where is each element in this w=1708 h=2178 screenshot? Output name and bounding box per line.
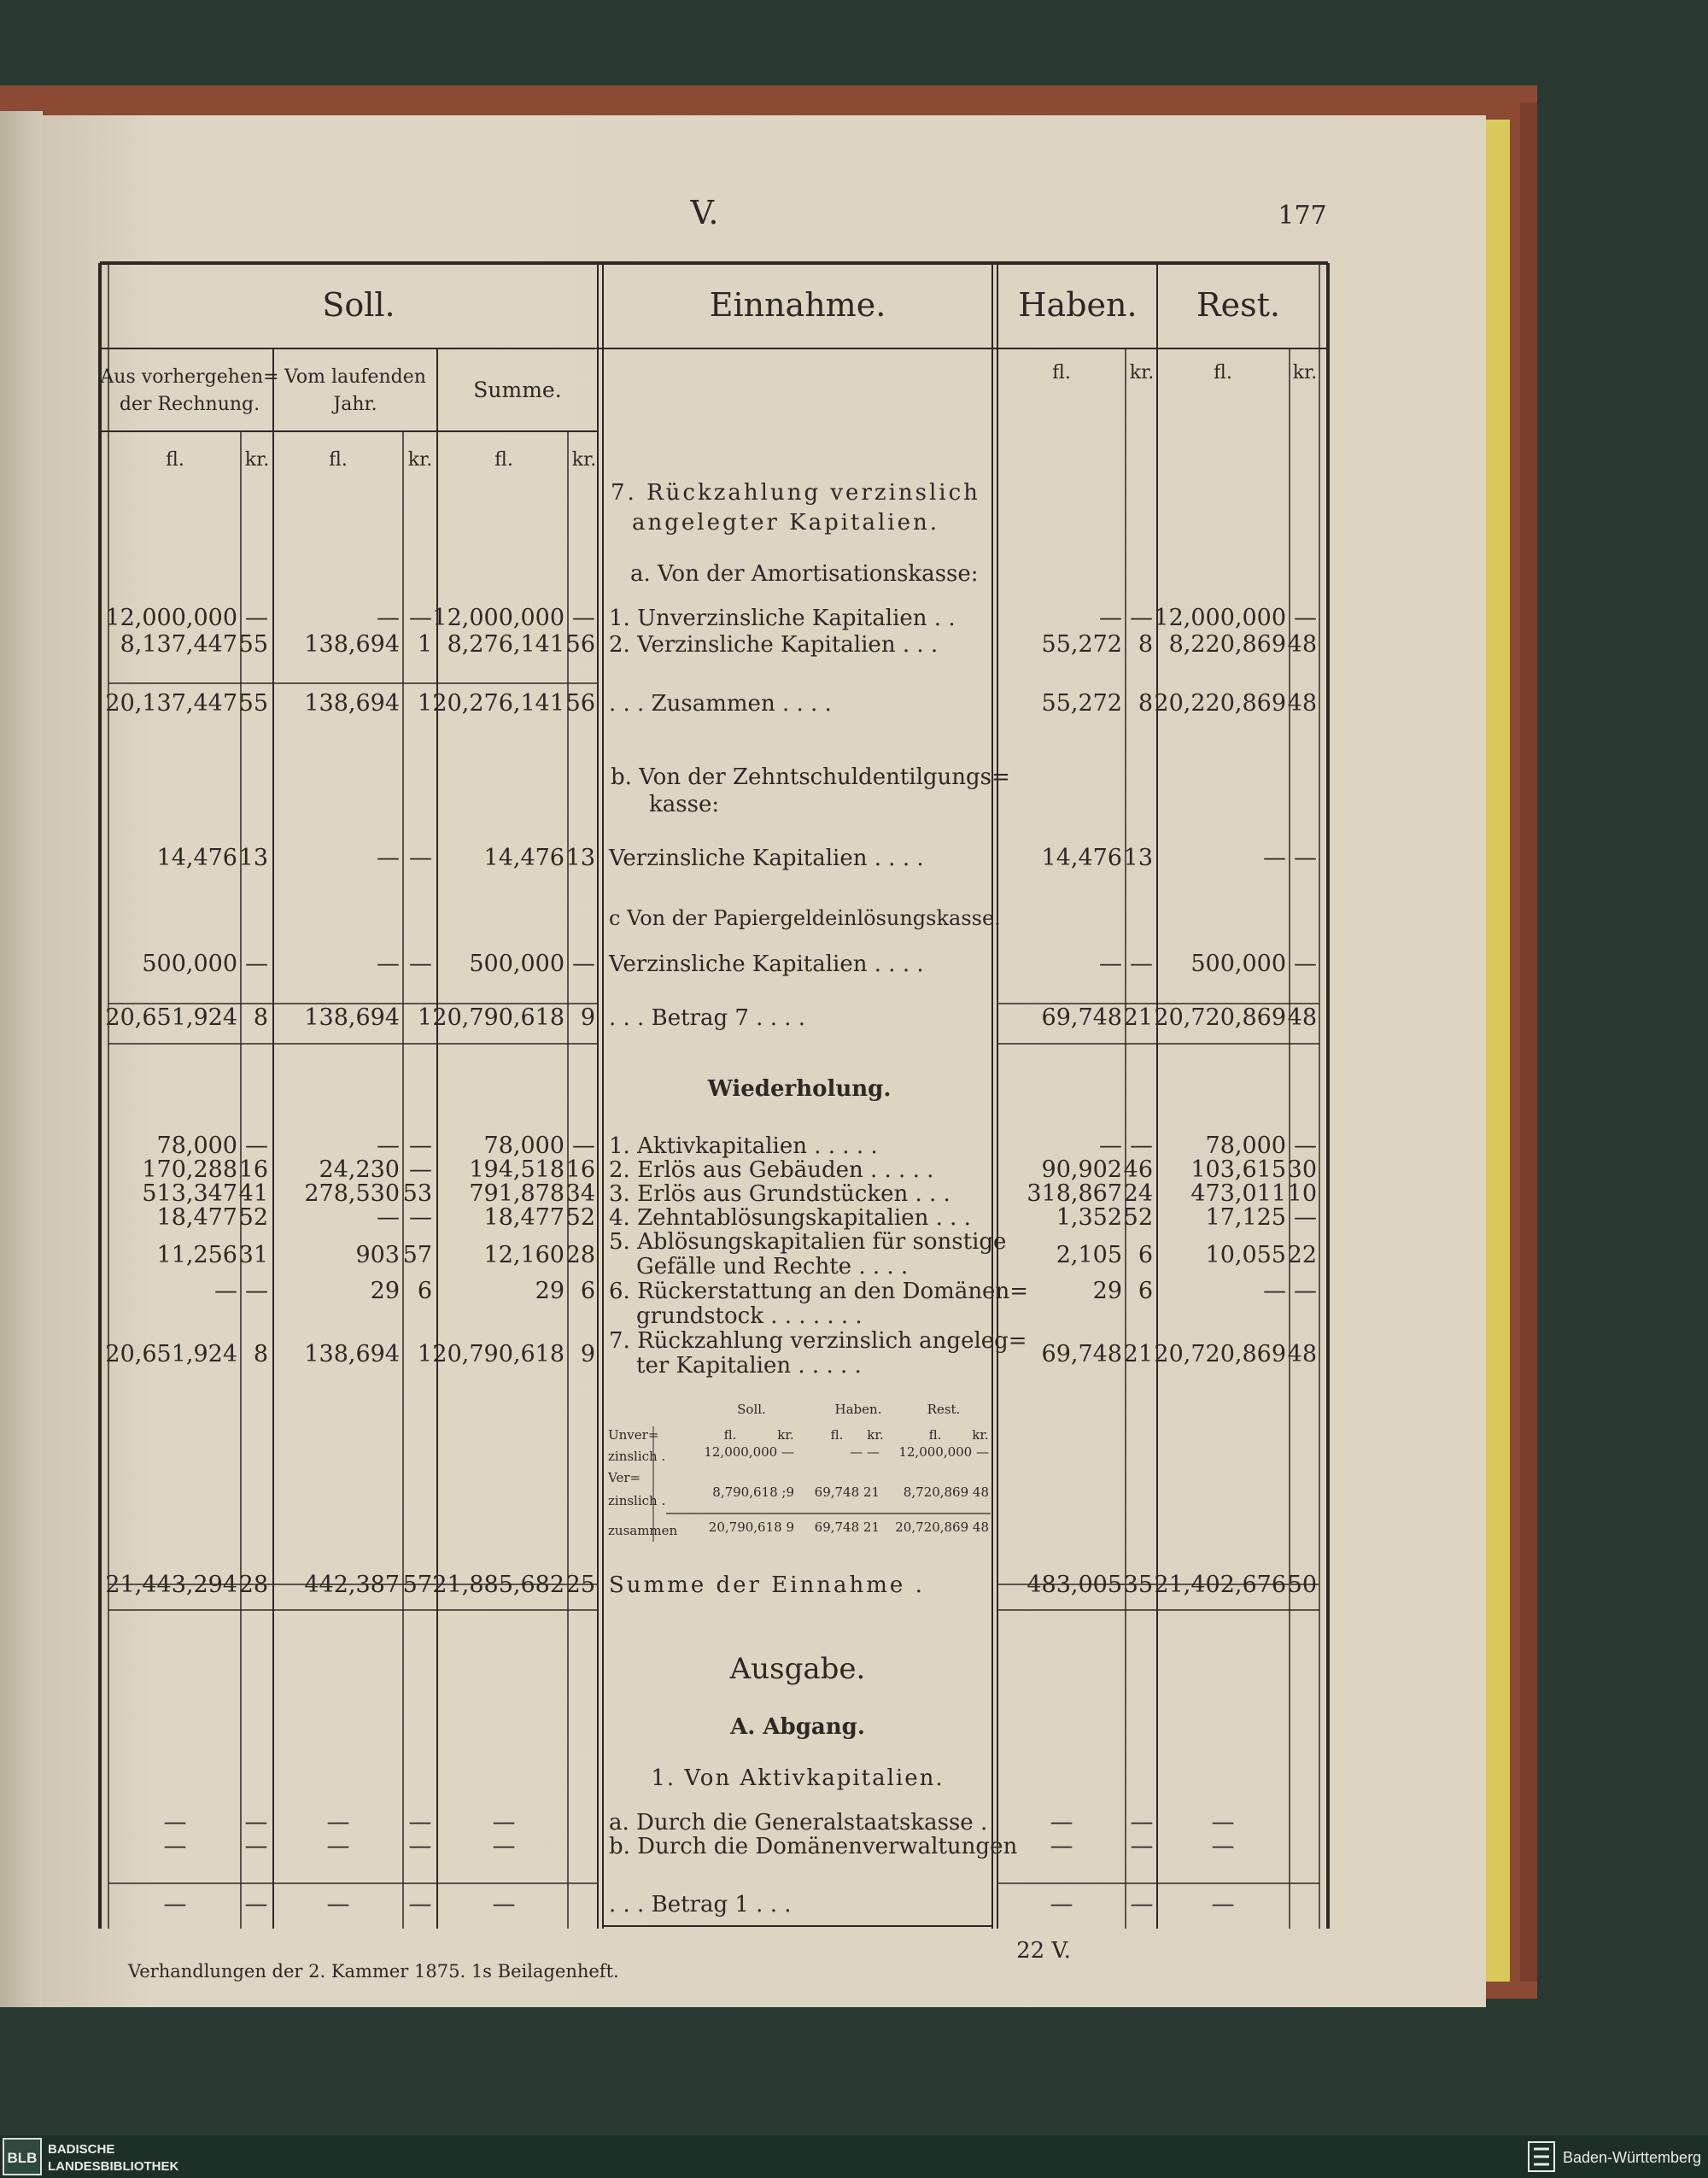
cell-prev-fl: 14,476 bbox=[156, 845, 237, 871]
cell-prev-fl: 12,000,000 bbox=[105, 605, 237, 631]
cell-haben-fl: 14,476 bbox=[1041, 845, 1122, 871]
wiederholung-heading: Wiederholung. bbox=[707, 1076, 892, 1102]
cell-haben-fl: 90,902 bbox=[1041, 1156, 1122, 1183]
cell-sum-fl: 78,000 bbox=[483, 1133, 564, 1159]
col-current-line1: Vom laufenden bbox=[284, 366, 426, 388]
cell-haben-fl: 55,272 bbox=[1041, 631, 1122, 658]
cell-haben-kr: 21 bbox=[1123, 1004, 1153, 1031]
row-label: 3. Erlös aus Grundstücken . . . bbox=[609, 1181, 951, 1207]
mini-r1-rest: 12,000,000 — bbox=[898, 1444, 989, 1460]
mini-head-fl: fl. bbox=[723, 1427, 737, 1443]
cell-haben-fl: 483,005 bbox=[1027, 1572, 1122, 1598]
cell-rest-kr: 48 bbox=[1287, 1004, 1317, 1031]
blb-logo: BLB bbox=[7, 2150, 38, 2166]
unit-kr: kr. bbox=[407, 449, 433, 471]
cell-sum-fl: 791,878 bbox=[469, 1180, 564, 1207]
mini-head-rest: Rest. bbox=[927, 1402, 961, 1417]
unit-kr: kr. bbox=[1292, 362, 1318, 383]
cell-sum-fl: 8,276,141 bbox=[447, 631, 564, 658]
cell-cur-fl: — bbox=[377, 1204, 400, 1231]
row-label: 6. Rückerstattung an den Domänen= bbox=[609, 1279, 1028, 1304]
cell-haben-kr: 6 bbox=[1138, 1242, 1153, 1268]
cell-prev-kr: 41 bbox=[238, 1180, 268, 1207]
dash-cell: — bbox=[326, 1891, 350, 1917]
cell-haben-fl: 2,105 bbox=[1056, 1242, 1122, 1268]
row-label: Verzinsliche Kapitalien . . . . bbox=[609, 846, 924, 871]
cell-prev-kr: 55 bbox=[238, 631, 268, 658]
dash-cell: — bbox=[492, 1891, 516, 1917]
cell-haben-kr: 24 bbox=[1123, 1180, 1153, 1207]
cell-rest-kr: — bbox=[1294, 605, 1317, 631]
cell-prev-fl: 513,347 bbox=[142, 1180, 237, 1207]
cell-rest-fl: 103,615 bbox=[1190, 1156, 1286, 1183]
cell-sum-kr: — bbox=[572, 951, 595, 977]
footer-right: 22 V. bbox=[1016, 1938, 1071, 1964]
cell-prev-kr: 52 bbox=[238, 1204, 268, 1231]
dash-cell: — bbox=[326, 1833, 350, 1859]
mini-head-soll: Soll. bbox=[737, 1402, 766, 1417]
header-einnahme: Einnahme. bbox=[709, 286, 886, 324]
cell-haben-fl: 318,867 bbox=[1027, 1180, 1122, 1207]
dash-cell: — bbox=[1050, 1833, 1073, 1859]
row-label-cont: Gefälle und Rechte . . . . bbox=[636, 1254, 909, 1279]
cell-haben-fl: 1,352 bbox=[1056, 1204, 1122, 1231]
cell-cur-kr: — bbox=[409, 1133, 432, 1159]
cell-cur-kr: — bbox=[409, 605, 432, 631]
cell-sum-fl: 500,000 bbox=[469, 951, 564, 977]
cell-prev-kr: 13 bbox=[238, 845, 268, 871]
cell-cur-kr: 53 bbox=[402, 1180, 432, 1207]
dash-cell: — bbox=[1211, 1891, 1235, 1917]
bottom-bar bbox=[0, 2135, 1708, 2178]
cell-prev-fl: 18,477 bbox=[156, 1204, 237, 1231]
unit-fl: fl. bbox=[166, 449, 184, 471]
mini-r2-l1: Ver= bbox=[608, 1470, 641, 1485]
left-page bbox=[0, 111, 43, 2007]
ausgabe-row-label: a. Durch die Generalstaatskasse . bbox=[609, 1810, 988, 1835]
cell-prev-kr: — bbox=[245, 1133, 268, 1159]
dash-cell: — bbox=[1130, 1809, 1154, 1835]
cell-haben-kr: 6 bbox=[1138, 1278, 1153, 1304]
s7-title-1: 7. Rückzahlung verzinslich bbox=[611, 480, 980, 506]
cell-rest-fl: 10,055 bbox=[1205, 1242, 1286, 1268]
col-prev-line2: der Rechnung. bbox=[119, 394, 260, 415]
dash-cell: — bbox=[1211, 1809, 1235, 1835]
mini-r2-l2: zinslich . bbox=[608, 1493, 666, 1508]
cell-cur-fl: 138,694 bbox=[304, 1004, 400, 1031]
row-label: 4. Zehntablösungskapitalien . . . bbox=[609, 1205, 971, 1231]
col-current-line2: Jahr. bbox=[333, 394, 377, 415]
row-label: Summe der Einnahme . bbox=[609, 1572, 925, 1598]
row-label: 5. Ablösungskapitalien für sonstige bbox=[609, 1229, 1007, 1255]
cell-cur-fl: 24,230 bbox=[319, 1156, 400, 1183]
library-name-2: LANDESBIBLIOTHEK bbox=[48, 2159, 179, 2174]
cell-cur-fl: — bbox=[377, 951, 400, 977]
cell-haben-fl: 69,748 bbox=[1041, 1341, 1122, 1367]
cell-sum-fl: 12,160 bbox=[483, 1242, 564, 1268]
cell-rest-kr: 50 bbox=[1287, 1572, 1317, 1598]
mini-r1-haben: — — bbox=[850, 1444, 880, 1460]
cell-haben-kr: — bbox=[1130, 951, 1153, 977]
cell-sum-fl: 20,276,141 bbox=[432, 690, 564, 717]
section-label: V. bbox=[690, 194, 719, 231]
cell-prev-kr: 28 bbox=[238, 1572, 268, 1598]
s7b-heading-1: b. Von der Zehntschuldentilgungs= bbox=[611, 764, 1010, 790]
header-haben: Haben. bbox=[1018, 286, 1138, 324]
cell-rest-fl: 17,125 bbox=[1205, 1204, 1286, 1231]
cell-sum-kr: — bbox=[572, 605, 595, 631]
cell-prev-kr: 8 bbox=[253, 1004, 268, 1031]
cell-prev-fl: 500,000 bbox=[142, 951, 237, 977]
cell-cur-kr: — bbox=[409, 845, 432, 871]
row-label-cont: grundstock . . . . . . . bbox=[636, 1303, 863, 1329]
mini-head-fl: fl. bbox=[830, 1427, 844, 1443]
unit-fl: fl. bbox=[494, 449, 513, 471]
cell-sum-fl: 12,000,000 bbox=[432, 605, 564, 631]
gilt-edge bbox=[1486, 120, 1510, 1982]
row-label-cont: ter Kapitalien . . . . . bbox=[636, 1353, 862, 1379]
cell-rest-fl: — bbox=[1263, 1278, 1286, 1304]
header-soll: Soll. bbox=[322, 286, 395, 324]
mini-r1-l1: Unver= bbox=[608, 1427, 659, 1443]
cell-rest-fl: 20,720,869 bbox=[1154, 1004, 1286, 1031]
cell-haben-fl: — bbox=[1099, 1133, 1122, 1159]
row-label: 1. Unverzinsliche Kapitalien . . bbox=[609, 606, 956, 631]
cell-rest-kr: — bbox=[1294, 845, 1317, 871]
cell-cur-fl: 29 bbox=[370, 1278, 400, 1304]
cell-cur-fl: 278,530 bbox=[304, 1180, 400, 1207]
cell-rest-kr: 22 bbox=[1287, 1242, 1317, 1268]
unit-kr: kr. bbox=[244, 449, 270, 471]
page-number: 177 bbox=[1278, 201, 1327, 231]
cell-cur-fl: — bbox=[377, 845, 400, 871]
row-label: 7. Rückzahlung verzinslich angeleg= bbox=[609, 1328, 1027, 1354]
dash-cell: — bbox=[408, 1891, 432, 1917]
cell-prev-fl: — bbox=[214, 1278, 237, 1304]
state-name: Baden-Württemberg bbox=[1563, 2149, 1702, 2166]
cell-prev-fl: 21,443,294 bbox=[105, 1572, 237, 1598]
mini-head-fl: fl. bbox=[928, 1427, 942, 1443]
dash-cell: — bbox=[163, 1891, 187, 1917]
dash-cell: — bbox=[1211, 1833, 1235, 1859]
cell-sum-fl: 18,477 bbox=[483, 1204, 564, 1231]
cell-prev-kr: 55 bbox=[238, 690, 268, 717]
cell-haben-fl: — bbox=[1099, 605, 1122, 631]
mini-r1-soll: 12,000,000 — bbox=[704, 1444, 794, 1460]
mini-r2-haben: 69,748 21 bbox=[814, 1484, 880, 1500]
cell-rest-kr: — bbox=[1294, 951, 1317, 977]
cell-sum-kr: 34 bbox=[565, 1180, 595, 1207]
mini-head-kr: kr. bbox=[867, 1427, 884, 1443]
ausgabe-row-label: b. Durch die Domänenverwaltungen bbox=[609, 1834, 1018, 1859]
dash-cell: — bbox=[408, 1833, 432, 1859]
dash-cell: — bbox=[163, 1809, 187, 1835]
row-label: 1. Aktivkapitalien . . . . . bbox=[609, 1133, 878, 1159]
footer-left: Verhandlungen der 2. Kammer 1875. 1s Beilagenheft. bbox=[128, 1961, 619, 1982]
cell-sum-kr: 56 bbox=[565, 690, 595, 717]
cell-haben-kr: 35 bbox=[1123, 1572, 1153, 1598]
cell-prev-fl: 11,256 bbox=[156, 1242, 237, 1268]
cell-prev-kr: — bbox=[245, 951, 268, 977]
dash-cell: — bbox=[244, 1809, 268, 1835]
dash-cell: — bbox=[326, 1809, 350, 1835]
cell-prev-fl: 20,651,924 bbox=[105, 1341, 237, 1367]
book-cover-edge bbox=[1520, 102, 1537, 1982]
mini-r3-l2: zusammen bbox=[608, 1523, 678, 1538]
cell-haben-kr: 21 bbox=[1123, 1341, 1153, 1367]
cell-cur-fl: 138,694 bbox=[304, 631, 400, 658]
row-label: 2. Erlös aus Gebäuden . . . . . bbox=[609, 1157, 934, 1183]
cell-prev-kr: 31 bbox=[238, 1242, 268, 1268]
cell-sum-kr: 9 bbox=[580, 1341, 595, 1367]
cell-rest-kr: 10 bbox=[1287, 1180, 1317, 1207]
cell-cur-kr: 6 bbox=[417, 1278, 432, 1304]
cell-sum-fl: 20,790,618 bbox=[432, 1004, 564, 1031]
mini-r3-soll: 20,790,618 9 bbox=[708, 1519, 794, 1535]
cell-prev-kr: — bbox=[245, 1278, 268, 1304]
cell-rest-kr: — bbox=[1294, 1204, 1317, 1231]
cell-cur-fl: — bbox=[377, 605, 400, 631]
dash-cell: — bbox=[408, 1809, 432, 1835]
cell-sum-kr: 25 bbox=[565, 1572, 595, 1598]
cell-cur-kr: 57 bbox=[402, 1572, 432, 1598]
cell-prev-fl: 20,137,447 bbox=[105, 690, 237, 717]
dash-cell: — bbox=[244, 1833, 268, 1859]
row-label: Verzinsliche Kapitalien . . . . bbox=[609, 951, 924, 977]
header-rest: Rest. bbox=[1196, 286, 1280, 324]
cell-rest-fl: 473,011 bbox=[1190, 1180, 1286, 1207]
cell-rest-fl: 20,220,869 bbox=[1154, 690, 1286, 717]
dash-cell: — bbox=[244, 1891, 268, 1917]
cell-cur-kr: — bbox=[409, 1156, 432, 1183]
mini-r3-rest: 20,720,869 48 bbox=[895, 1519, 989, 1535]
cell-rest-fl: 8,220,869 bbox=[1168, 631, 1286, 658]
cell-haben-fl: 29 bbox=[1092, 1278, 1122, 1304]
cell-cur-kr: 1 bbox=[417, 690, 432, 717]
cell-rest-fl: 500,000 bbox=[1190, 951, 1286, 977]
col-prev-line1: Aus vorhergehen= bbox=[100, 366, 279, 388]
cell-haben-kr: 8 bbox=[1138, 690, 1153, 717]
cell-sum-kr: 52 bbox=[565, 1204, 595, 1231]
cell-prev-fl: 20,651,924 bbox=[105, 1004, 237, 1031]
cell-rest-fl: 20,720,869 bbox=[1154, 1341, 1286, 1367]
cell-sum-kr: 9 bbox=[580, 1004, 595, 1031]
cell-cur-kr: 1 bbox=[417, 631, 432, 658]
dash-cell: — bbox=[1050, 1809, 1073, 1835]
cell-haben-kr: 52 bbox=[1123, 1204, 1153, 1231]
mini-head-kr: kr. bbox=[777, 1427, 794, 1443]
cell-haben-kr: 46 bbox=[1123, 1156, 1153, 1183]
cell-sum-kr: 16 bbox=[565, 1156, 595, 1183]
cell-cur-fl: 903 bbox=[355, 1242, 400, 1268]
cell-sum-kr: 13 bbox=[565, 845, 595, 871]
cell-rest-fl: 78,000 bbox=[1205, 1133, 1286, 1159]
mini-head-haben: Haben. bbox=[834, 1402, 882, 1417]
cell-cur-kr: 57 bbox=[402, 1242, 432, 1268]
dash-cell: — bbox=[1050, 1891, 1073, 1917]
row-label: . . . Zusammen . . . . bbox=[609, 691, 832, 717]
cell-prev-fl: 8,137,447 bbox=[120, 631, 237, 658]
cell-cur-fl: 138,694 bbox=[304, 690, 400, 717]
library-name-1: BADISCHE bbox=[48, 2142, 115, 2157]
mini-r1-l2: zinslich . bbox=[608, 1449, 666, 1464]
cell-sum-kr: — bbox=[572, 1133, 595, 1159]
abgang-heading: A. Abgang. bbox=[730, 1714, 865, 1740]
s7b-heading-2: kasse: bbox=[649, 792, 720, 817]
mini-r3-haben: 69,748 21 bbox=[814, 1519, 880, 1535]
cell-rest-kr: 48 bbox=[1287, 1341, 1317, 1367]
cell-sum-fl: 20,790,618 bbox=[432, 1341, 564, 1367]
cell-rest-kr: 48 bbox=[1287, 690, 1317, 717]
mini-r2-soll: 8,790,618 ;9 bbox=[712, 1484, 794, 1500]
cell-sum-kr: 6 bbox=[580, 1278, 595, 1304]
cell-cur-fl: 138,694 bbox=[304, 1341, 400, 1367]
cell-haben-fl: 55,272 bbox=[1041, 690, 1122, 717]
unit-fl: fl. bbox=[1052, 362, 1071, 383]
cell-rest-fl: 21,402,676 bbox=[1154, 1572, 1286, 1598]
ausgabe-row-label: . . . Betrag 1 . . . bbox=[609, 1892, 792, 1917]
cell-haben-kr: 8 bbox=[1138, 631, 1153, 658]
cell-haben-fl: 69,748 bbox=[1041, 1004, 1122, 1031]
unit-kr: kr. bbox=[1129, 362, 1155, 383]
dash-cell: — bbox=[163, 1833, 187, 1859]
cell-cur-kr: 1 bbox=[417, 1341, 432, 1367]
cell-rest-kr: 48 bbox=[1287, 631, 1317, 658]
cell-cur-kr: 1 bbox=[417, 1004, 432, 1031]
cell-prev-kr: — bbox=[245, 605, 268, 631]
dash-cell: — bbox=[492, 1833, 516, 1859]
cell-cur-fl: — bbox=[377, 1133, 400, 1159]
dash-cell: — bbox=[1130, 1833, 1154, 1859]
dash-cell: — bbox=[1130, 1891, 1154, 1917]
cell-prev-kr: 16 bbox=[238, 1156, 268, 1183]
cell-rest-kr: 30 bbox=[1287, 1156, 1317, 1183]
cell-haben-kr: 13 bbox=[1123, 845, 1153, 871]
cell-sum-fl: 21,885,682 bbox=[432, 1572, 564, 1598]
mini-r2-rest: 8,720,869 48 bbox=[903, 1484, 989, 1500]
cell-haben-kr: — bbox=[1130, 1133, 1153, 1159]
cell-cur-kr: — bbox=[409, 951, 432, 977]
s7-title-2: angelegter Kapitalien. bbox=[632, 510, 940, 536]
cell-sum-fl: 29 bbox=[535, 1278, 564, 1304]
col-sum: Summe. bbox=[473, 378, 562, 402]
cell-sum-kr: 28 bbox=[565, 1242, 595, 1268]
cell-haben-fl: — bbox=[1099, 951, 1122, 977]
cell-rest-fl: 12,000,000 bbox=[1154, 605, 1286, 631]
unit-kr: kr. bbox=[571, 449, 597, 471]
cell-sum-fl: 194,518 bbox=[469, 1156, 564, 1183]
row-label: . . . Betrag 7 . . . . bbox=[609, 1005, 806, 1031]
dash-cell: — bbox=[492, 1809, 516, 1835]
cell-sum-kr: 56 bbox=[565, 631, 595, 658]
cell-prev-fl: 170,288 bbox=[142, 1156, 237, 1183]
s7a-heading: a. Von der Amortisationskasse: bbox=[630, 561, 979, 587]
cell-rest-kr: — bbox=[1294, 1278, 1317, 1304]
cell-prev-fl: 78,000 bbox=[156, 1133, 237, 1159]
ausgabe-heading: Ausgabe. bbox=[729, 1652, 866, 1686]
s7c-heading: c Von der Papiergeldeinlösungskasse. bbox=[609, 906, 1001, 930]
mini-head-kr: kr. bbox=[972, 1427, 989, 1443]
aktiv-heading: 1. Von Aktivkapitalien. bbox=[651, 1765, 945, 1791]
cell-cur-kr: — bbox=[409, 1204, 432, 1231]
unit-fl: fl. bbox=[329, 449, 348, 471]
cell-haben-kr: — bbox=[1130, 605, 1153, 631]
cell-prev-kr: 8 bbox=[253, 1341, 268, 1367]
cell-rest-kr: — bbox=[1294, 1133, 1317, 1159]
unit-fl: fl. bbox=[1214, 362, 1232, 383]
cell-rest-fl: — bbox=[1263, 845, 1286, 871]
cell-sum-fl: 14,476 bbox=[483, 845, 564, 871]
row-label: 2. Verzinsliche Kapitalien . . . bbox=[609, 632, 939, 658]
cell-cur-fl: 442,387 bbox=[304, 1572, 400, 1598]
